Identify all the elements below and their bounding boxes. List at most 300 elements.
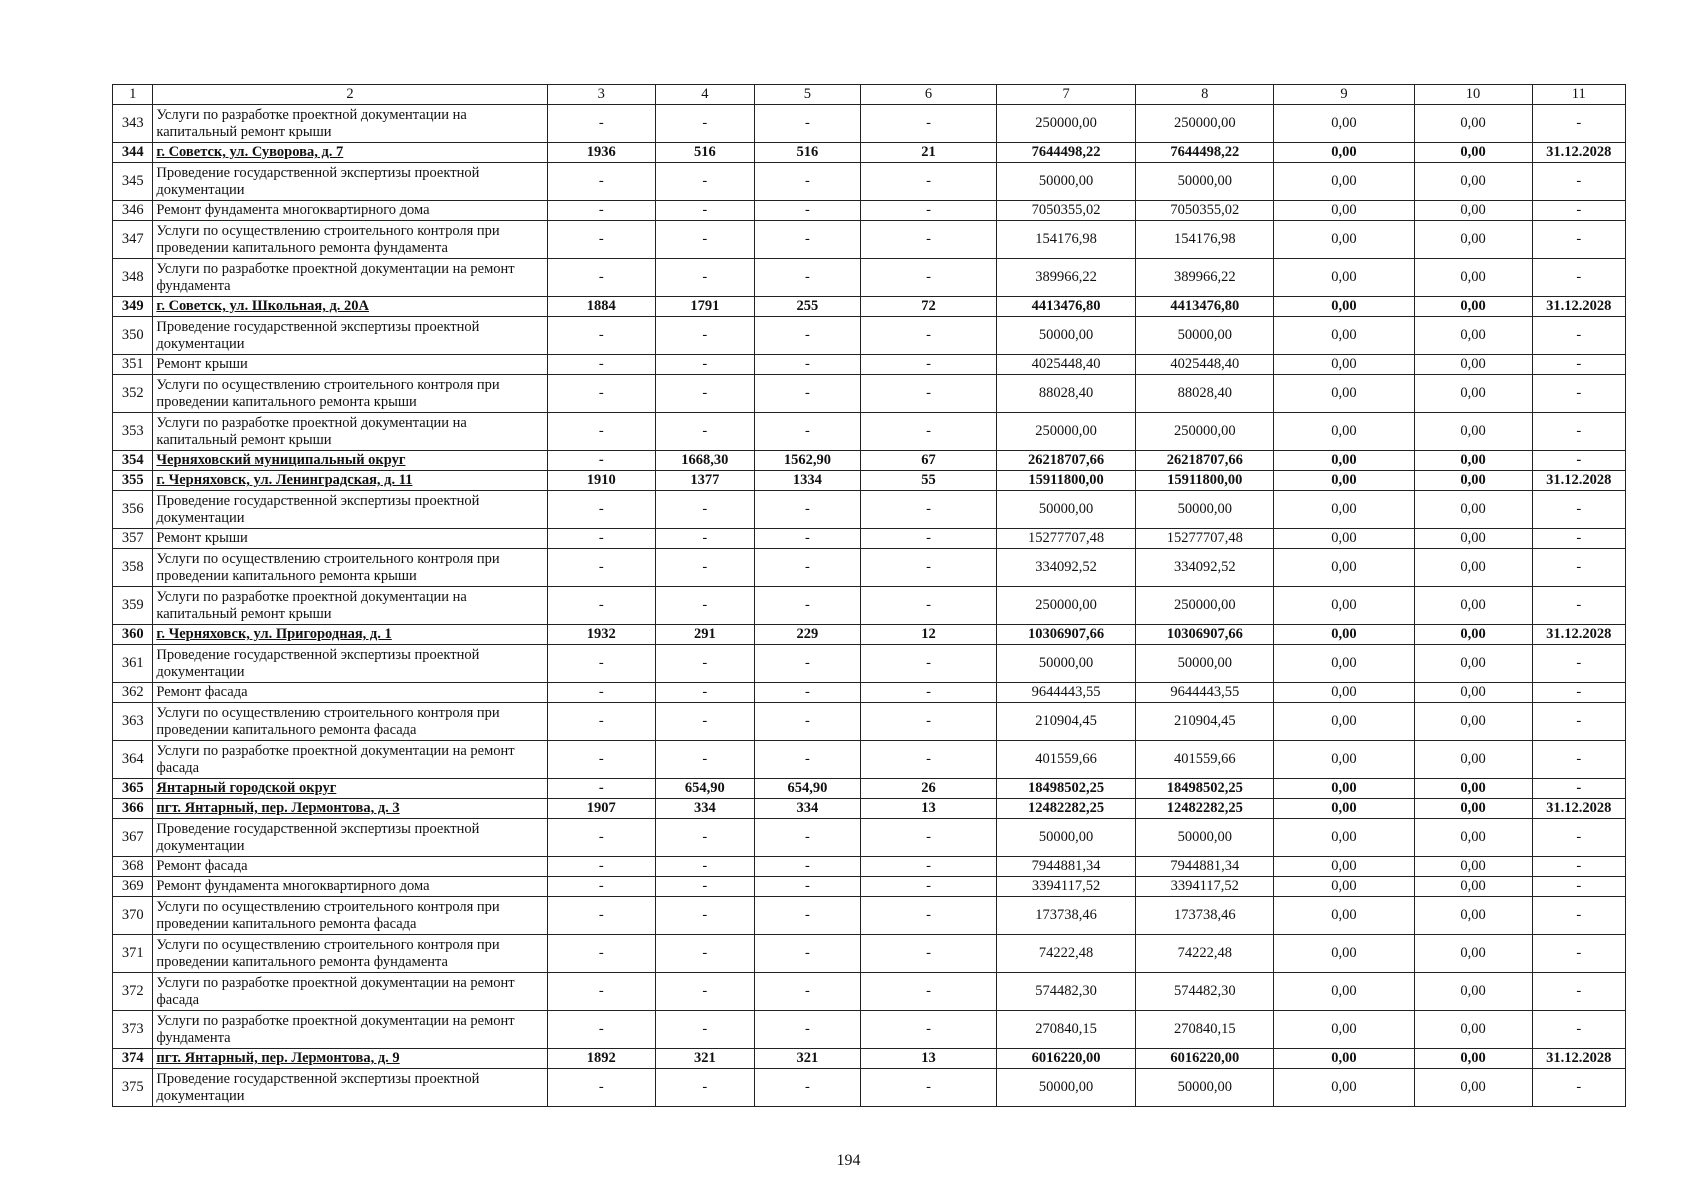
row-number: 347 [113,221,153,259]
cell-col4: - [655,1069,754,1107]
cell-col6: - [861,645,997,683]
row-number: 353 [113,413,153,451]
row-number: 364 [113,741,153,779]
cell-col10: 0,00 [1414,201,1532,221]
table-row [113,857,1626,877]
cell-col6: - [861,587,997,625]
cell-col11: 31.12.2028 [1532,297,1626,317]
cell-col11: - [1532,105,1626,143]
cell-col11: - [1532,221,1626,259]
column-number: 7 [997,85,1136,105]
cell-col7: 250000,00 [997,105,1136,143]
row-number: 351 [113,355,153,375]
cell-col8: 574482,30 [1136,973,1274,1011]
cell-col9: 0,00 [1274,413,1414,451]
row-number: 343 [113,105,153,143]
cell-col3: - [547,683,655,703]
cell-col3: - [547,877,655,897]
cell-col10: 0,00 [1414,413,1532,451]
cell-col10: 0,00 [1414,857,1532,877]
cell-col10: 0,00 [1414,645,1532,683]
cell-col11: 31.12.2028 [1532,143,1626,163]
cell-col11: - [1532,375,1626,413]
cell-col6: - [861,549,997,587]
cell-col11: - [1532,645,1626,683]
column-number: 6 [861,85,997,105]
cell-col5: - [754,1069,860,1107]
cell-col3: - [547,355,655,375]
work-name: г. Советск, ул. Суворова, д. 7 [153,143,547,163]
cell-col11: - [1532,259,1626,297]
cell-col11: - [1532,163,1626,201]
cell-col10: 0,00 [1414,105,1532,143]
cell-col6: - [861,973,997,1011]
cell-col3: - [547,1011,655,1049]
cell-col4: - [655,1011,754,1049]
work-name: Проведение государственной экспертизы проектной документации [153,163,547,201]
cell-col5: 255 [754,297,860,317]
cell-col8: 3394117,52 [1136,877,1274,897]
cell-col3: 1936 [547,143,655,163]
cell-col3: - [547,163,655,201]
cell-col6: 72 [861,297,997,317]
work-name: Услуги по осуществлению строительного контроля при проведении капитального ремонта фасада [153,897,547,935]
cell-col7: 154176,98 [997,221,1136,259]
cell-col10: 0,00 [1414,683,1532,703]
cell-col4: - [655,935,754,973]
cell-col9: 0,00 [1274,105,1414,143]
work-name: Услуги по разработке проектной документации на ремонт фундамента [153,259,547,297]
cell-col7: 26218707,66 [997,451,1136,471]
cell-col8: 250000,00 [1136,587,1274,625]
table-row [113,221,1626,259]
cell-col8: 50000,00 [1136,645,1274,683]
cell-col3: 1907 [547,799,655,819]
table-row [113,1069,1626,1107]
row-number: 369 [113,877,153,897]
table-row [113,819,1626,857]
cell-col10: 0,00 [1414,491,1532,529]
cell-col6: - [861,819,997,857]
cell-col9: 0,00 [1274,877,1414,897]
row-number: 374 [113,1049,153,1069]
row-number: 372 [113,973,153,1011]
cell-col10: 0,00 [1414,1049,1532,1069]
cell-col10: 0,00 [1414,935,1532,973]
work-name: г. Черняховск, ул. Ленинградская, д. 11 [153,471,547,491]
cell-col9: 0,00 [1274,1011,1414,1049]
cell-col11: - [1532,741,1626,779]
cell-col10: 0,00 [1414,779,1532,799]
cell-col9: 0,00 [1274,935,1414,973]
cell-col11: - [1532,1069,1626,1107]
cell-col7: 7944881,34 [997,857,1136,877]
cell-col11: - [1532,897,1626,935]
cell-col5: - [754,105,860,143]
cell-col5: 516 [754,143,860,163]
cell-col10: 0,00 [1414,625,1532,645]
cell-col10: 0,00 [1414,973,1532,1011]
work-name: Проведение государственной экспертизы проектной документации [153,491,547,529]
cell-col5: - [754,877,860,897]
cell-col3: - [547,645,655,683]
cell-col5: 229 [754,625,860,645]
cell-col11: - [1532,355,1626,375]
cell-col6: - [861,105,997,143]
cell-col6: - [861,1011,997,1049]
row-number: 358 [113,549,153,587]
cell-col7: 210904,45 [997,703,1136,741]
cell-col3: - [547,935,655,973]
cell-col10: 0,00 [1414,471,1532,491]
cell-col8: 50000,00 [1136,317,1274,355]
table-row [113,935,1626,973]
cell-col5: - [754,897,860,935]
cell-col7: 334092,52 [997,549,1136,587]
cell-col6: 67 [861,451,997,471]
cell-col11: - [1532,549,1626,587]
cell-col5: - [754,703,860,741]
cell-col4: - [655,587,754,625]
cell-col5: - [754,819,860,857]
cell-col11: - [1532,973,1626,1011]
row-number: 352 [113,375,153,413]
cell-col8: 401559,66 [1136,741,1274,779]
cell-col7: 12482282,25 [997,799,1136,819]
cell-col6: - [861,221,997,259]
cell-col7: 173738,46 [997,897,1136,935]
cell-col4: - [655,897,754,935]
row-number: 356 [113,491,153,529]
cell-col6: - [861,703,997,741]
cell-col3: - [547,259,655,297]
cell-col3: - [547,529,655,549]
work-name: Услуги по осуществлению строительного контроля при проведении капитального ремонта крыши [153,549,547,587]
cell-col8: 50000,00 [1136,1069,1274,1107]
cell-col3: - [547,221,655,259]
cell-col4: 321 [655,1049,754,1069]
cell-col10: 0,00 [1414,819,1532,857]
cell-col7: 4025448,40 [997,355,1136,375]
cell-col8: 173738,46 [1136,897,1274,935]
cell-col5: - [754,355,860,375]
cell-col3: - [547,549,655,587]
cell-col6: - [861,491,997,529]
cell-col5: - [754,973,860,1011]
work-name: Янтарный городской округ [153,779,547,799]
cell-col5: - [754,413,860,451]
cell-col8: 250000,00 [1136,105,1274,143]
cell-col5: - [754,163,860,201]
table-row [113,741,1626,779]
cell-col8: 4413476,80 [1136,297,1274,317]
row-number: 365 [113,779,153,799]
work-name: Проведение государственной экспертизы проектной документации [153,1069,547,1107]
cell-col9: 0,00 [1274,221,1414,259]
cell-col10: 0,00 [1414,703,1532,741]
cell-col11: - [1532,587,1626,625]
cell-col7: 4413476,80 [997,297,1136,317]
row-number: 375 [113,1069,153,1107]
cell-col8: 10306907,66 [1136,625,1274,645]
cell-col5: - [754,491,860,529]
column-number: 9 [1274,85,1414,105]
work-name: Услуги по разработке проектной документации на капитальный ремонт крыши [153,413,547,451]
row-number: 350 [113,317,153,355]
cell-col5: 321 [754,1049,860,1069]
cell-col4: - [655,683,754,703]
work-name: Проведение государственной экспертизы проектной документации [153,645,547,683]
work-name: Услуги по осуществлению строительного контроля при проведении капитального ремонта крыши [153,375,547,413]
row-number: 346 [113,201,153,221]
cell-col4: - [655,973,754,1011]
cell-col11: - [1532,413,1626,451]
cell-col9: 0,00 [1274,819,1414,857]
table-row [113,683,1626,703]
table-row [113,799,1626,819]
cell-col9: 0,00 [1274,355,1414,375]
cell-col3: - [547,1069,655,1107]
cell-col7: 50000,00 [997,491,1136,529]
cell-col4: - [655,259,754,297]
cell-col4: 1377 [655,471,754,491]
cell-col7: 401559,66 [997,741,1136,779]
work-name: Услуги по разработке проектной документации на ремонт фасада [153,973,547,1011]
cell-col9: 0,00 [1274,683,1414,703]
cell-col9: 0,00 [1274,973,1414,1011]
cell-col5: - [754,549,860,587]
cell-col11: - [1532,779,1626,799]
cell-col10: 0,00 [1414,221,1532,259]
cell-col7: 389966,22 [997,259,1136,297]
cell-col8: 15911800,00 [1136,471,1274,491]
column-number-row [113,85,1626,105]
cell-col8: 270840,15 [1136,1011,1274,1049]
cell-col4: - [655,355,754,375]
cell-col7: 250000,00 [997,587,1136,625]
cell-col5: - [754,645,860,683]
cell-col4: 1668,30 [655,451,754,471]
row-number: 355 [113,471,153,491]
cell-col7: 7050355,02 [997,201,1136,221]
cell-col8: 250000,00 [1136,413,1274,451]
row-number: 363 [113,703,153,741]
cell-col7: 574482,30 [997,973,1136,1011]
cell-col6: - [861,201,997,221]
cell-col9: 0,00 [1274,857,1414,877]
cell-col9: 0,00 [1274,143,1414,163]
cell-col7: 50000,00 [997,163,1136,201]
table-row [113,529,1626,549]
cell-col10: 0,00 [1414,1011,1532,1049]
cell-col4: - [655,877,754,897]
cell-col6: 21 [861,143,997,163]
cell-col5: - [754,1011,860,1049]
cell-col11: - [1532,317,1626,355]
cell-col8: 7944881,34 [1136,857,1274,877]
cell-col7: 250000,00 [997,413,1136,451]
cell-col3: 1892 [547,1049,655,1069]
cell-col8: 4025448,40 [1136,355,1274,375]
table-row [113,897,1626,935]
cell-col10: 0,00 [1414,799,1532,819]
cell-col4: - [655,375,754,413]
cell-col3: - [547,491,655,529]
work-name: Проведение государственной экспертизы проектной документации [153,819,547,857]
cell-col10: 0,00 [1414,163,1532,201]
cell-col11: 31.12.2028 [1532,625,1626,645]
work-name: пгт. Янтарный, пер. Лермонтова, д. 9 [153,1049,547,1069]
cell-col4: - [655,857,754,877]
work-name: Услуги по осуществлению строительного контроля при проведении капитального ремонта фасада [153,703,547,741]
cell-col5: - [754,259,860,297]
cell-col8: 389966,22 [1136,259,1274,297]
cell-col8: 7644498,22 [1136,143,1274,163]
cell-col3: - [547,741,655,779]
cell-col7: 74222,48 [997,935,1136,973]
column-number: 4 [655,85,754,105]
work-name: Ремонт фундамента многоквартирного дома [153,877,547,897]
cell-col6: 26 [861,779,997,799]
cell-col9: 0,00 [1274,451,1414,471]
cell-col9: 0,00 [1274,1049,1414,1069]
row-number: 349 [113,297,153,317]
cell-col5: - [754,741,860,779]
cell-col3: - [547,105,655,143]
table-row [113,259,1626,297]
cell-col4: - [655,413,754,451]
cell-col5: - [754,221,860,259]
row-number: 371 [113,935,153,973]
cell-col6: - [861,163,997,201]
table-row [113,625,1626,645]
cell-col9: 0,00 [1274,163,1414,201]
work-name: г. Черняховск, ул. Пригородная, д. 1 [153,625,547,645]
row-number: 370 [113,897,153,935]
cell-col4: - [655,163,754,201]
cell-col6: 55 [861,471,997,491]
work-name: Ремонт фундамента многоквартирного дома [153,201,547,221]
cell-col7: 18498502,25 [997,779,1136,799]
work-name: пгт. Янтарный, пер. Лермонтова, д. 3 [153,799,547,819]
cell-col6: - [861,683,997,703]
cell-col6: - [861,935,997,973]
table-body [113,85,1626,1107]
table-row [113,413,1626,451]
cell-col10: 0,00 [1414,297,1532,317]
table-row [113,163,1626,201]
cell-col5: - [754,683,860,703]
cell-col9: 0,00 [1274,741,1414,779]
cell-col10: 0,00 [1414,143,1532,163]
cell-col3: - [547,779,655,799]
cell-col5: - [754,587,860,625]
cell-col10: 0,00 [1414,741,1532,779]
cell-col4: - [655,317,754,355]
cell-col7: 10306907,66 [997,625,1136,645]
cell-col5: 1334 [754,471,860,491]
cell-col3: 1932 [547,625,655,645]
cell-col3: - [547,375,655,413]
cell-col6: - [861,259,997,297]
cell-col3: - [547,317,655,355]
cell-col8: 88028,40 [1136,375,1274,413]
column-number: 11 [1532,85,1626,105]
row-number: 367 [113,819,153,857]
row-number: 360 [113,625,153,645]
cell-col4: - [655,221,754,259]
work-name: Проведение государственной экспертизы проектной документации [153,317,547,355]
cell-col5: - [754,375,860,413]
cell-col4: - [655,819,754,857]
cell-col4: 1791 [655,297,754,317]
cell-col8: 50000,00 [1136,491,1274,529]
cell-col7: 50000,00 [997,1069,1136,1107]
table-row [113,471,1626,491]
cell-col6: 13 [861,1049,997,1069]
cell-col4: 291 [655,625,754,645]
cell-col9: 0,00 [1274,471,1414,491]
row-number: 345 [113,163,153,201]
cell-col10: 0,00 [1414,897,1532,935]
cell-col4: 654,90 [655,779,754,799]
cell-col10: 0,00 [1414,529,1532,549]
table-row [113,451,1626,471]
cell-col9: 0,00 [1274,645,1414,683]
table-row [113,703,1626,741]
cell-col8: 9644443,55 [1136,683,1274,703]
work-name: Ремонт фасада [153,857,547,877]
row-number: 373 [113,1011,153,1049]
cell-col9: 0,00 [1274,317,1414,355]
cell-col6: - [861,1069,997,1107]
cell-col7: 270840,15 [997,1011,1136,1049]
cell-col4: - [655,549,754,587]
cell-col3: 1884 [547,297,655,317]
cell-col7: 9644443,55 [997,683,1136,703]
cell-col7: 15911800,00 [997,471,1136,491]
work-name: Ремонт крыши [153,355,547,375]
cell-col4: - [655,491,754,529]
cell-col3: - [547,451,655,471]
cell-col5: - [754,201,860,221]
cell-col8: 15277707,48 [1136,529,1274,549]
cell-col10: 0,00 [1414,375,1532,413]
cell-col7: 15277707,48 [997,529,1136,549]
cell-col9: 0,00 [1274,897,1414,935]
work-name: Черняховский муниципальный округ [153,451,547,471]
cell-col7: 50000,00 [997,317,1136,355]
cell-col5: - [754,857,860,877]
cell-col6: - [861,897,997,935]
row-number: 366 [113,799,153,819]
cell-col5: 1562,90 [754,451,860,471]
cell-col7: 6016220,00 [997,1049,1136,1069]
column-number: 3 [547,85,655,105]
cell-col4: - [655,529,754,549]
cell-col5: 654,90 [754,779,860,799]
column-number: 8 [1136,85,1274,105]
column-number: 5 [754,85,860,105]
table-row [113,297,1626,317]
table-row [113,973,1626,1011]
cell-col6: - [861,317,997,355]
table-row [113,549,1626,587]
cell-col9: 0,00 [1274,799,1414,819]
cell-col8: 12482282,25 [1136,799,1274,819]
work-name: Услуги по осуществлению строительного контроля при проведении капитального ремонта фундамента [153,221,547,259]
cell-col11: - [1532,819,1626,857]
